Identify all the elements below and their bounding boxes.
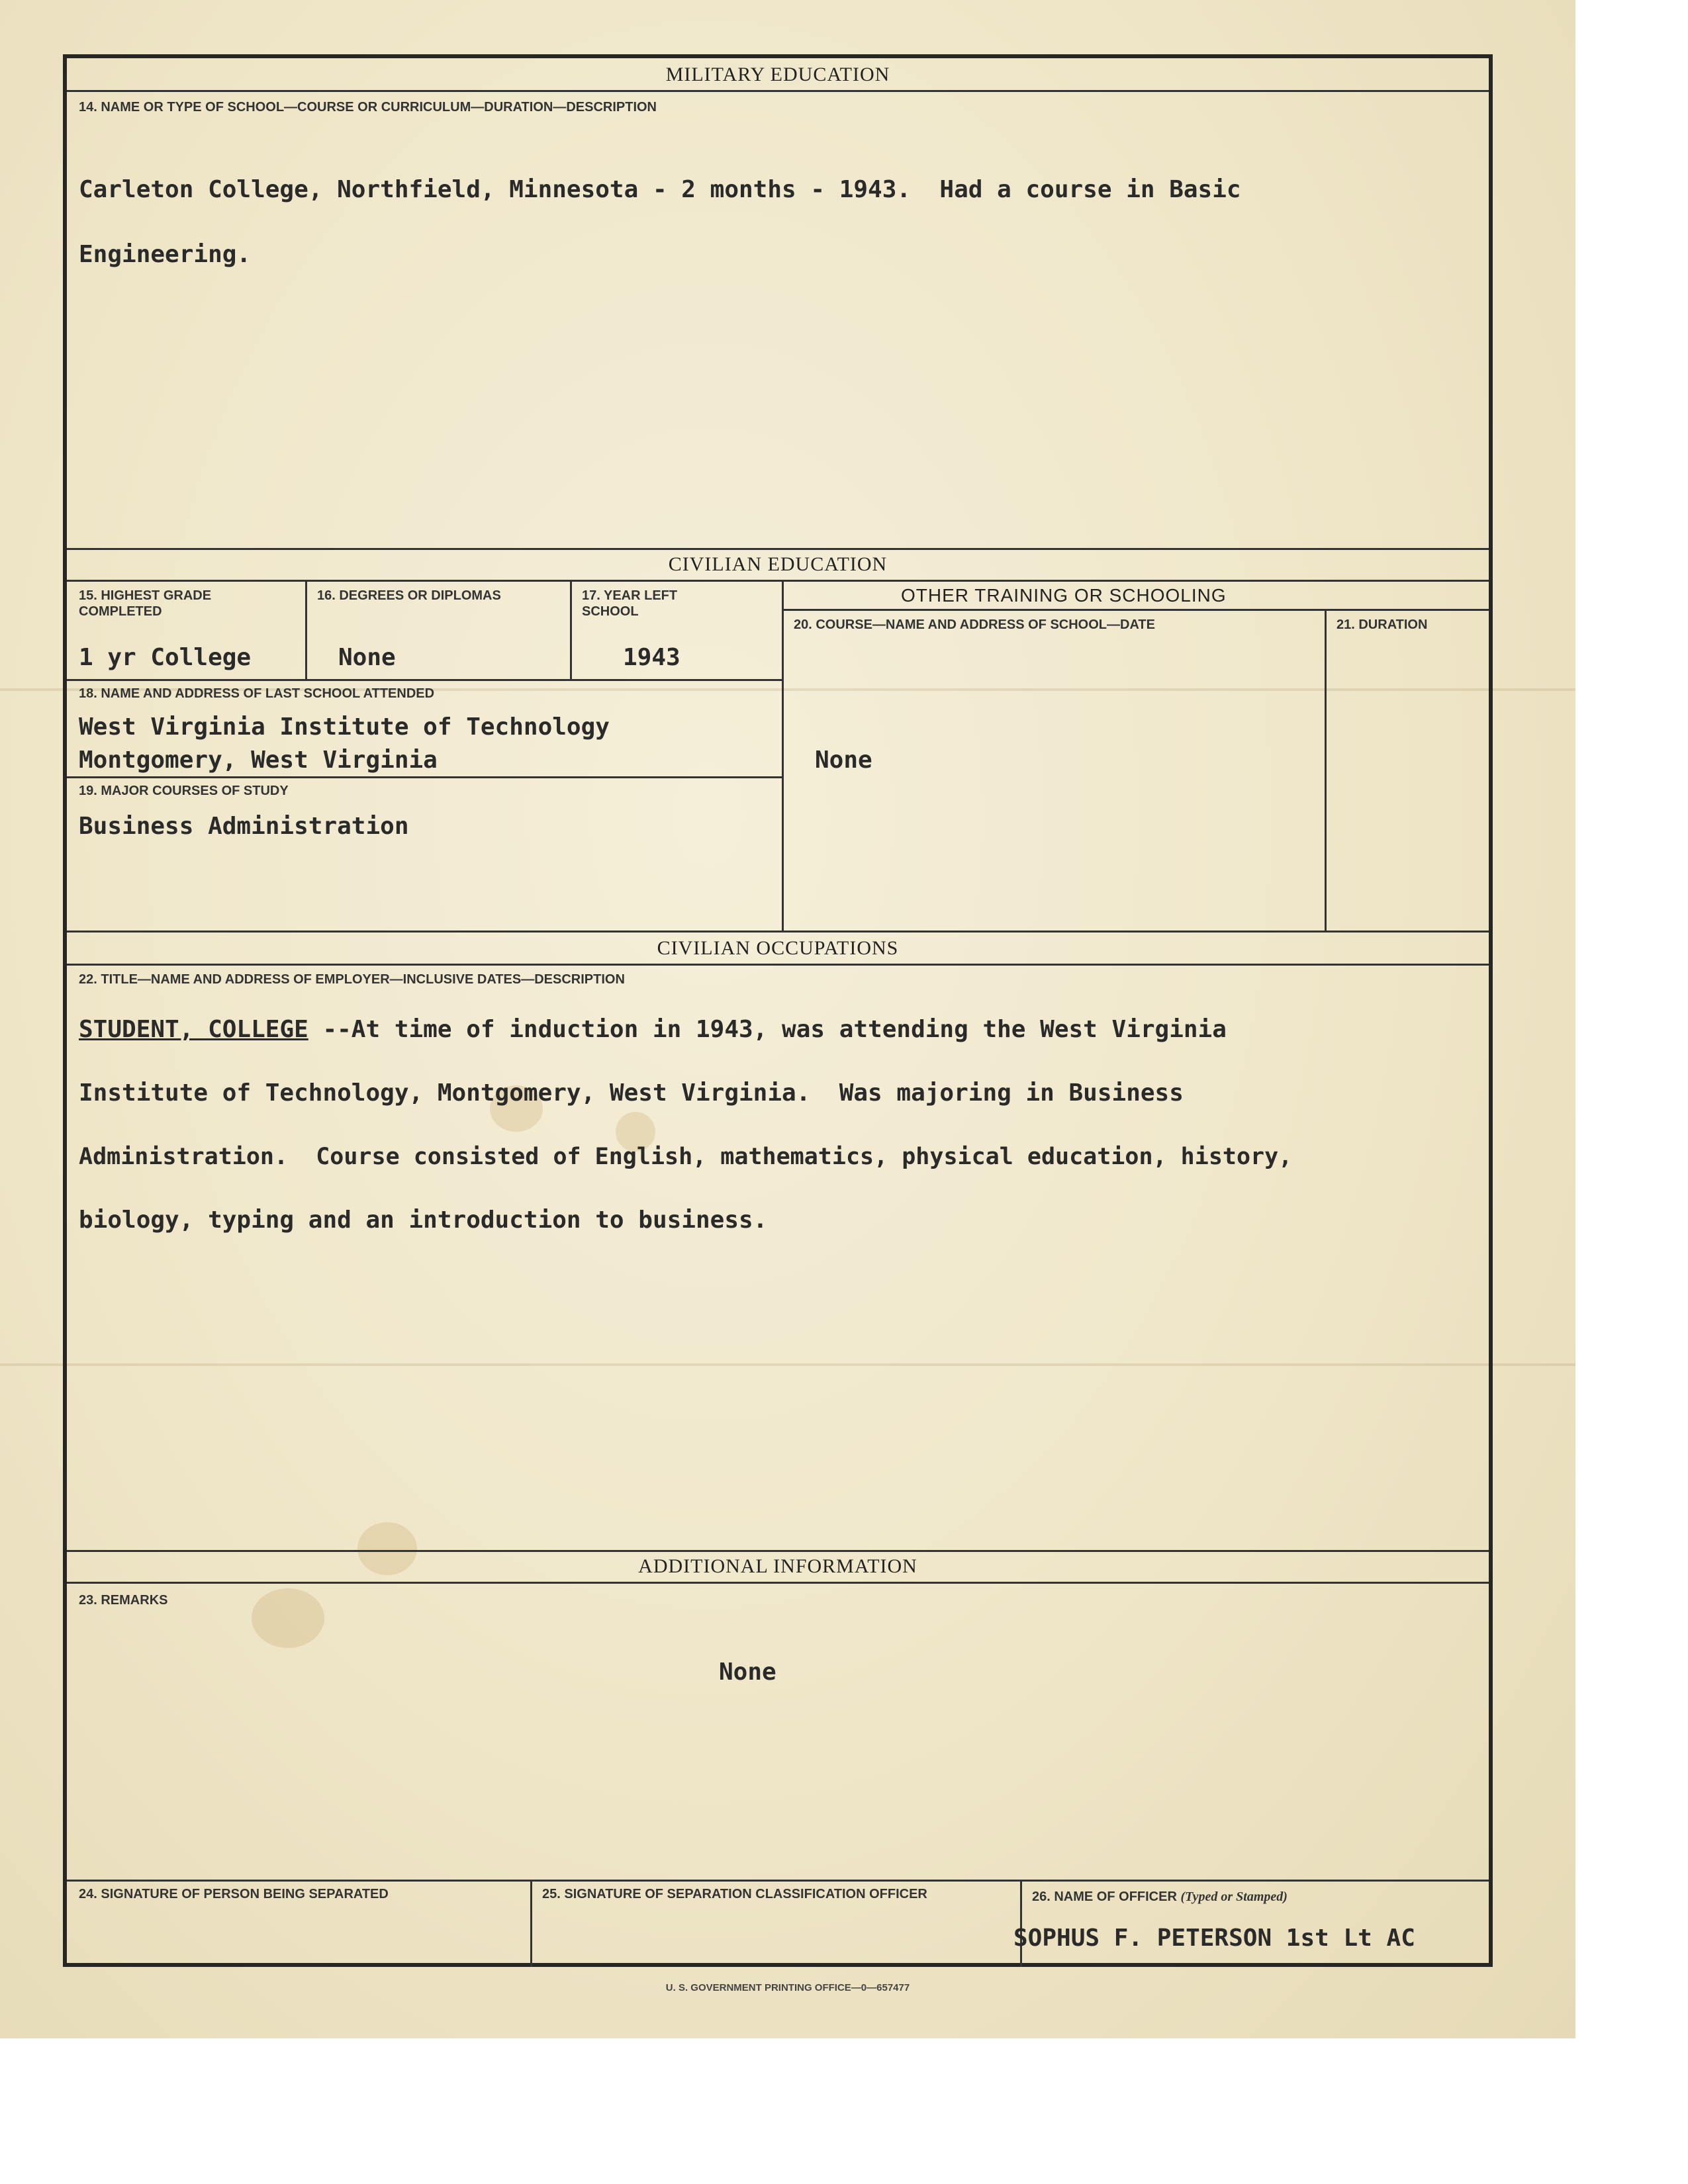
divider	[1325, 609, 1327, 931]
officer-name: SOPHUS F. PETERSON 1st Lt AC	[1013, 1925, 1415, 1952]
divider	[1020, 1880, 1022, 1967]
occupation-description	[79, 998, 1482, 1252]
highest-grade-value: 1 yr College	[79, 644, 252, 671]
divider	[305, 580, 307, 679]
occupation-line-4: biology, typing and an introduction to business.	[79, 1206, 768, 1234]
divider	[67, 679, 782, 681]
divider	[67, 1880, 1489, 1882]
label-26-text: 26. NAME OF OFFICER	[1032, 1889, 1177, 1904]
military-education-line-2: Engineering.	[79, 241, 252, 268]
divider	[782, 609, 1489, 611]
divider	[570, 580, 572, 679]
year-left-value: 1943	[623, 644, 680, 671]
degrees-value: None	[338, 644, 396, 671]
divider	[67, 964, 1489, 966]
school-line-1: West Virginia Institute of Technology	[79, 713, 610, 741]
printing-office-imprint: U. S. GOVERNMENT PRINTING OFFICE—0—657477	[665, 1982, 910, 1993]
additional-information-title: ADDITIONAL INFORMATION	[638, 1555, 917, 1577]
divider	[67, 931, 1489, 933]
separation-qualification-form	[63, 54, 1493, 1967]
divider	[67, 1582, 1489, 1584]
military-education-line-1: Carleton College, Northfield, Minnesota - 2 months - 1943. Had a course in Basic	[79, 176, 1241, 203]
school-line-2: Montgomery, West Virginia	[79, 747, 438, 774]
label-24: 24. SIGNATURE OF PERSON BEING SEPARATED	[79, 1887, 389, 1901]
divider	[67, 580, 1489, 582]
divider	[530, 1880, 532, 1967]
divider	[67, 548, 1489, 550]
label-25: 25. SIGNATURE OF SEPARATION CLASSIFICATION OFFICER	[542, 1887, 927, 1901]
other-training-title: OTHER TRAINING OR SCHOOLING	[901, 585, 1227, 606]
label-16: 16. DEGREES OR DIPLOMAS	[317, 588, 501, 603]
job-title: STUDENT, COLLEGE	[79, 1016, 308, 1043]
label-14: 14. NAME OR TYPE OF SCHOOL—COURSE OR CURRICULUM—DURATION—DESCRIPTION	[79, 100, 657, 114]
label-22: 22. TITLE—NAME AND ADDRESS OF EMPLOYER—INCLUSIVE DATES—DESCRIPTION	[79, 972, 625, 987]
occupation-line-3: Administration. Course consisted of English, mathematics, physical education, history,	[79, 1144, 1293, 1170]
other-training-value: None	[815, 747, 872, 774]
label-15: 15. HIGHEST GRADE COMPLETED	[79, 588, 212, 619]
occupation-line-2: Institute of Technology, Montgomery, West Virginia. Was majoring in Business	[79, 1079, 1184, 1107]
label-17: 17. YEAR LEFT SCHOOL	[582, 588, 678, 619]
divider	[67, 1550, 1489, 1552]
civilian-occupations-title: CIVILIAN OCCUPATIONS	[657, 937, 899, 959]
civilian-education-title: CIVILIAN EDUCATION	[668, 553, 888, 575]
military-education-title: MILITARY EDUCATION	[665, 64, 890, 85]
occupation-line-1: --At time of induction in 1943, was attending the West Virginia	[308, 1016, 1227, 1043]
label-18: 18. NAME AND ADDRESS OF LAST SCHOOL ATTENDED	[79, 686, 435, 701]
label-26-note: (Typed or Stamped)	[1180, 1889, 1288, 1904]
remarks-value: None	[719, 1659, 776, 1686]
major-courses-value: Business Administration	[79, 813, 409, 840]
divider	[782, 580, 784, 931]
divider	[67, 776, 782, 778]
label-21: 21. DURATION	[1336, 617, 1428, 632]
label-19: 19. MAJOR COURSES OF STUDY	[79, 784, 289, 798]
divider	[67, 90, 1489, 92]
label-23: 23. REMARKS	[79, 1593, 168, 1608]
label-26	[1032, 1889, 1288, 1905]
label-20: 20. COURSE—NAME AND ADDRESS OF SCHOOL—DATE	[794, 617, 1155, 632]
